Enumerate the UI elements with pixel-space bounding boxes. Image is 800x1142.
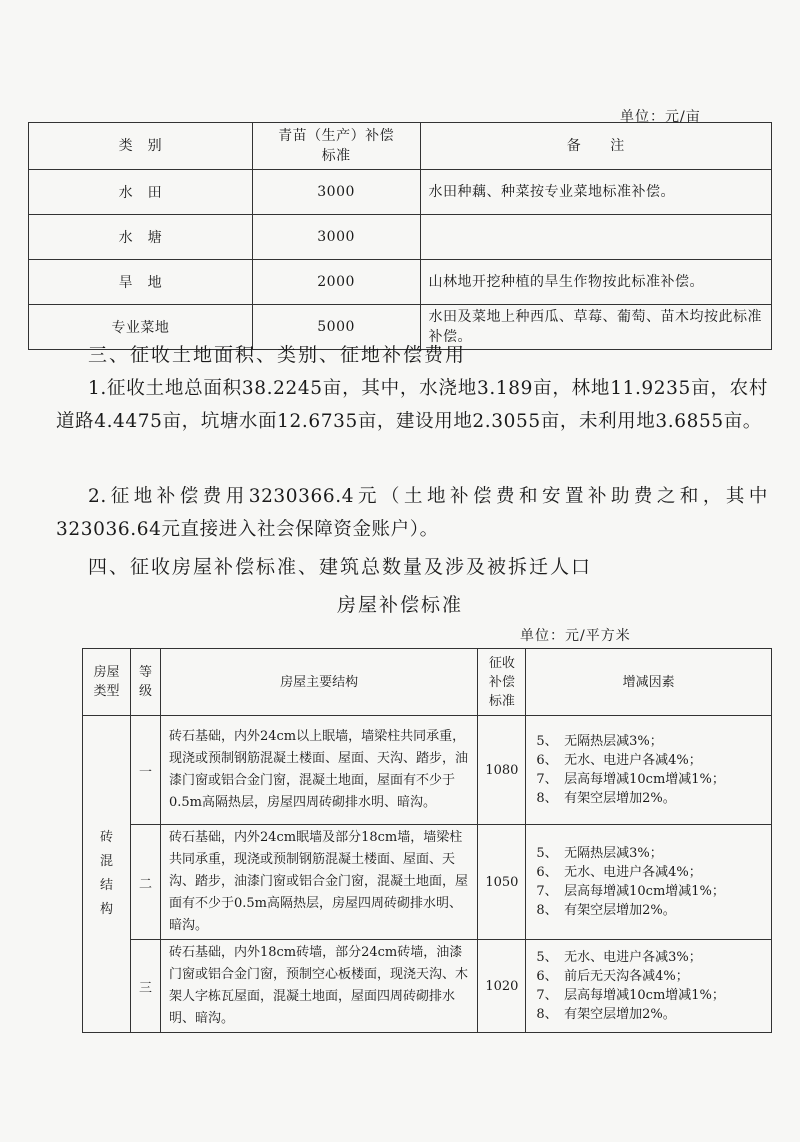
- table-row: [29, 260, 772, 305]
- structure-cell: 砖石基础，内外24cm眠墙及部分18cm墙，墙梁柱共同承重，现浇或预制钢筋混凝土楼面、屋面、天沟、踏步，油漆门窗或铝合金门窗，混凝土地面，屋面有不少于0.5m高隔热层，房屋四周砖砌排水明、暗沟。: [160, 825, 477, 940]
- category-cell: 旱 地: [29, 260, 253, 305]
- note-cell: [420, 215, 772, 260]
- header-note: 备 注: [420, 123, 772, 170]
- factor-line: 6、 无水、电进户各减4%；: [536, 753, 702, 768]
- factor-line: 7、 层高每增减10cm增减1%；: [536, 884, 725, 899]
- land-area-paragraph: 1.征收土地总面积38.2245亩，其中，水浇地3.189亩，林地11.9235亩，农村道路4.4475亩，坑塘水面12.6735亩，建设用地2.3055亩，未利用地3.6855亩。: [56, 378, 768, 432]
- header-standard: 征收补偿标准: [478, 649, 526, 716]
- factor-line: 8、 有架空层增加2%。: [536, 791, 676, 806]
- crop-table-unit: 单位：元/亩: [620, 109, 701, 125]
- factor-line: 7、 层高每增减10cm增减1%；: [536, 772, 725, 787]
- standard-cell: 2000: [252, 260, 420, 305]
- note-cell: 山林地开挖种植的旱生作物按此标准补偿。: [420, 260, 772, 305]
- header-structure: 房屋主要结构: [160, 649, 477, 716]
- standard-cell: 1050: [478, 825, 526, 940]
- standard-cell: 1080: [478, 716, 526, 825]
- factor-line: 5、 无隔热层减3%；: [536, 846, 663, 861]
- compensation-paragraph: 2.征地补偿费用3230366.4元（土地补偿费和安置补助费之和，其中323036.64元直接进入社会保障资金账户）。: [56, 486, 768, 540]
- grade-cell: 一: [130, 716, 160, 825]
- section-4-heading: 四、征收房屋补偿标准、建筑总数量及涉及被拆迁人口: [88, 556, 593, 578]
- table-header-row: [83, 649, 772, 716]
- table-row: [29, 170, 772, 215]
- standard-cell: 5000: [252, 305, 420, 350]
- house-table-unit: 单位：元/平方米: [520, 628, 631, 644]
- factors-cell: [526, 716, 772, 825]
- category-cell: 水 田: [29, 170, 253, 215]
- table-row: [83, 940, 772, 1033]
- factor-line: 8、 有架空层增加2%。: [536, 903, 676, 918]
- house-type-cell: 砖混结构: [83, 716, 131, 1033]
- factor-line: 8、 有架空层增加2%。: [536, 1007, 676, 1022]
- category-cell: 专业菜地: [29, 305, 253, 350]
- header-category: 类 别: [29, 123, 253, 170]
- header-house-type: 房屋类型: [83, 649, 131, 716]
- table-header-row: [29, 123, 772, 170]
- header-factors: 增减因素: [526, 649, 772, 716]
- table-row: [83, 825, 772, 940]
- note-cell: 水田及菜地上种西瓜、草莓、葡萄、苗木均按此标准补偿。: [420, 305, 772, 350]
- factor-line: 6、 前后无天沟各减4%；: [536, 969, 689, 984]
- note-cell: 水田种藕、种菜按专业菜地标准补偿。: [420, 170, 772, 215]
- header-grade: 等级: [130, 649, 160, 716]
- standard-cell: 1020: [478, 940, 526, 1033]
- house-table-title: 房屋补偿标准: [336, 594, 463, 616]
- grade-cell: 二: [130, 825, 160, 940]
- table-row: [83, 716, 772, 825]
- factor-line: 5、 无隔热层减3%；: [536, 734, 663, 749]
- structure-cell: 砖石基础，内外18cm砖墙，部分24cm砖墙，油漆门窗或铝合金门窗，预制空心板楼面，现浇天沟、木架人字栋瓦屋面，混凝土地面，屋面四周砖砌排水明、暗沟。: [160, 940, 477, 1033]
- factors-cell: [526, 940, 772, 1033]
- structure-cell: 砖石基础，内外24cm以上眠墙，墙梁柱共同承重，现浇或预制钢筋混凝土楼面、屋面、天沟、踏步，油漆门窗或铝合金门窗，混凝土地面，屋面有不少于0.5m高隔热层，房屋四周砖砌排水明、暗沟。: [160, 716, 477, 825]
- header-standard: 青苗（生产）补偿标准: [252, 123, 420, 170]
- house-compensation-table: [82, 648, 772, 1033]
- factor-line: 7、 层高每增减10cm增减1%；: [536, 988, 725, 1003]
- category-cell: 水 塘: [29, 215, 253, 260]
- standard-cell: 3000: [252, 215, 420, 260]
- crop-compensation-table: [28, 122, 772, 350]
- factor-line: 6、 无水、电进户各减4%；: [536, 865, 702, 880]
- standard-cell: 3000: [252, 170, 420, 215]
- grade-cell: 三: [130, 940, 160, 1033]
- factors-cell: [526, 825, 772, 940]
- section-3-heading: 三、征收土地面积、类别、征地补偿费用: [88, 344, 467, 366]
- table-row: [29, 215, 772, 260]
- factor-line: 5、 无水、电进户各减3%；: [536, 950, 702, 965]
